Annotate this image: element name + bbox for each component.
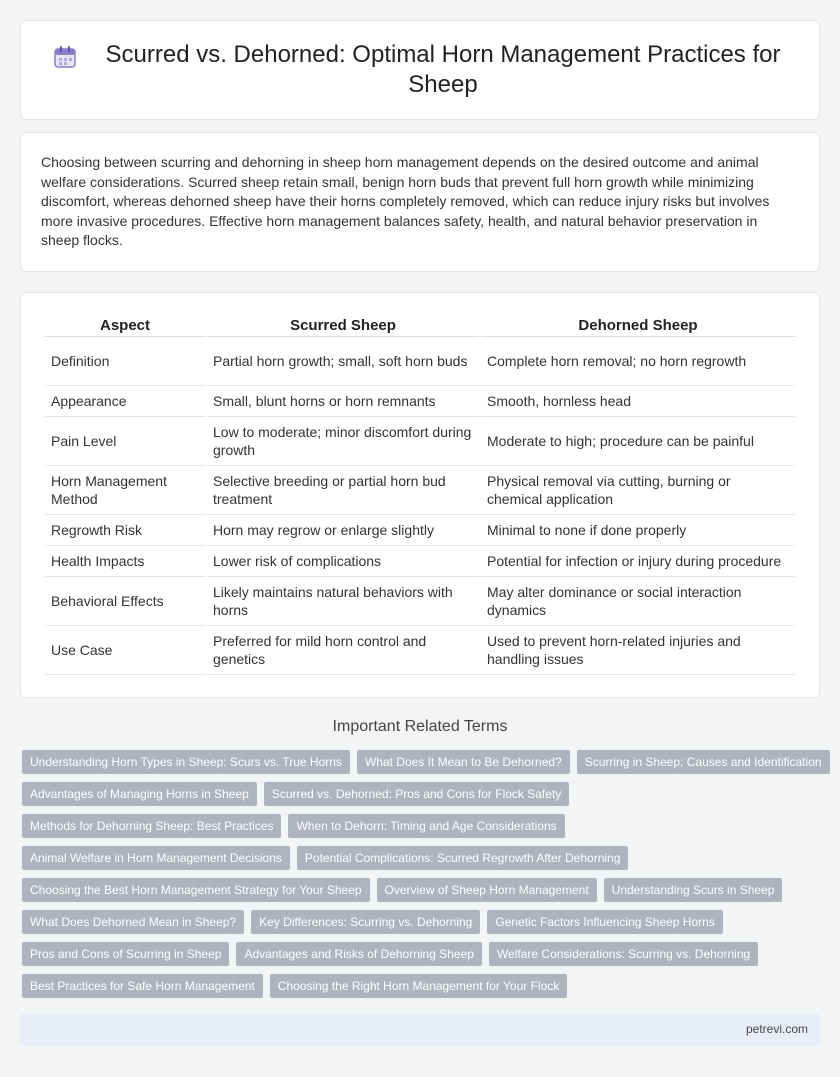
- table-cell: Appearance: [45, 386, 205, 417]
- table-row: [45, 546, 795, 577]
- table-row: [45, 466, 795, 515]
- table-row: [45, 515, 795, 546]
- table-cell: Partial horn growth; small, soft horn buds: [207, 337, 479, 386]
- related-term-tag[interactable]: Methods for Dehorning Sheep: Best Practices: [22, 814, 281, 838]
- table-cell: Health Impacts: [45, 546, 205, 577]
- table-cell: Likely maintains natural behaviors with horns: [207, 577, 479, 626]
- calendar-icon: [52, 44, 78, 70]
- table-cell: Behavioral Effects: [45, 577, 205, 626]
- related-terms-list: [22, 750, 822, 1006]
- table-cell: Potential for infection or injury during procedure: [481, 546, 795, 577]
- table-cell: Minimal to none if done properly: [481, 515, 795, 546]
- related-term-tag[interactable]: Choosing the Right Horn Management for Your Flock: [270, 974, 568, 998]
- title-card: [20, 20, 820, 120]
- table-cell: Definition: [45, 337, 205, 386]
- related-term-tag[interactable]: Genetic Factors Influencing Sheep Horns: [487, 910, 722, 934]
- table-cell: Moderate to high; procedure can be painful: [481, 417, 795, 466]
- table-cell: Physical removal via cutting, burning or chemical application: [481, 466, 795, 515]
- header-dehorned: Dehorned Sheep: [481, 313, 795, 337]
- header-scurred: Scurred Sheep: [207, 313, 479, 337]
- table-cell: Use Case: [45, 626, 205, 675]
- related-term-tag[interactable]: Welfare Considerations: Scurring vs. Dehorning: [489, 942, 758, 966]
- related-term-tag[interactable]: Choosing the Best Horn Management Strategy for Your Sheep: [22, 878, 370, 902]
- related-terms-title: Important Related Terms: [332, 718, 508, 735]
- table-cell: Smooth, hornless head: [481, 386, 795, 417]
- table-cell: Regrowth Risk: [45, 515, 205, 546]
- related-term-tag[interactable]: Understanding Scurs in Sheep: [604, 878, 783, 902]
- related-term-tag[interactable]: Scurring in Sheep: Causes and Identification: [577, 750, 830, 774]
- table-cell: Lower risk of complications: [207, 546, 479, 577]
- table-row: [45, 386, 795, 417]
- related-term-tag[interactable]: Key Differences: Scurring vs. Dehorning: [251, 910, 480, 934]
- table-row: [45, 337, 795, 386]
- table-cell: Used to prevent horn-related injuries and handling issues: [481, 626, 795, 675]
- table-cell: Horn may regrow or enlarge slightly: [207, 515, 479, 546]
- table-cell: Low to moderate; minor discomfort during growth: [207, 417, 479, 466]
- intro-text: Choosing between scurring and dehorning in sheep horn management depends on the desired outcome and animal welfare considerations. Scurred sheep retain small, benign horn buds that prevent full horn growth while minimizing discomfort, whereas dehorned sheep have their horns completely removed, which can reduce injury risks but involves more invasive procedures. Effective horn management balances safety, health, and natural behavior preservation in sheep flocks.: [41, 154, 770, 248]
- table-cell: Selective breeding or partial horn bud treatment: [207, 466, 479, 515]
- related-term-tag[interactable]: Understanding Horn Types in Sheep: Scurs vs. True Horns: [22, 750, 350, 774]
- table-cell: Preferred for mild horn control and genetics: [207, 626, 479, 675]
- related-term-tag[interactable]: Scurred vs. Dehorned: Pros and Cons for Flock Safety: [264, 782, 569, 806]
- table-cell: Pain Level: [45, 417, 205, 466]
- related-term-tag[interactable]: Pros and Cons of Scurring in Sheep: [22, 942, 229, 966]
- table-row: [45, 417, 795, 466]
- related-term-tag[interactable]: When to Dehorn: Timing and Age Considerations: [288, 814, 564, 838]
- footer: [20, 1014, 820, 1046]
- table-cell: Complete horn removal; no horn regrowth: [481, 337, 795, 386]
- table-cell: Horn Management Method: [45, 466, 205, 515]
- related-term-tag[interactable]: Advantages of Managing Horns in Sheep: [22, 782, 257, 806]
- comparison-card: [20, 292, 820, 698]
- related-term-tag[interactable]: Best Practices for Safe Horn Management: [22, 974, 263, 998]
- related-term-tag[interactable]: Overview of Sheep Horn Management: [377, 878, 597, 902]
- table-row: [45, 577, 795, 626]
- footer-site-link[interactable]: petrevi.com: [745, 1022, 808, 1036]
- related-term-tag[interactable]: What Does Dehorned Mean in Sheep?: [22, 910, 244, 934]
- comparison-table: [43, 313, 797, 675]
- table-cell: Small, blunt horns or horn remnants: [207, 386, 479, 417]
- page-title: Scurred vs. Dehorned: Optimal Horn Management Practices for Sheep: [105, 41, 781, 98]
- related-term-tag[interactable]: What Does It Mean to Be Dehorned?: [357, 750, 570, 774]
- related-term-tag[interactable]: Animal Welfare in Horn Management Decisions: [22, 846, 290, 870]
- table-cell: May alter dominance or social interaction dynamics: [481, 577, 795, 626]
- table-row: [45, 626, 795, 675]
- related-term-tag[interactable]: Potential Complications: Scurred Regrowth After Dehorning: [297, 846, 629, 870]
- related-term-tag[interactable]: Advantages and Risks of Dehorning Sheep: [236, 942, 481, 966]
- header-aspect: Aspect: [45, 313, 205, 337]
- intro-card: [20, 132, 820, 272]
